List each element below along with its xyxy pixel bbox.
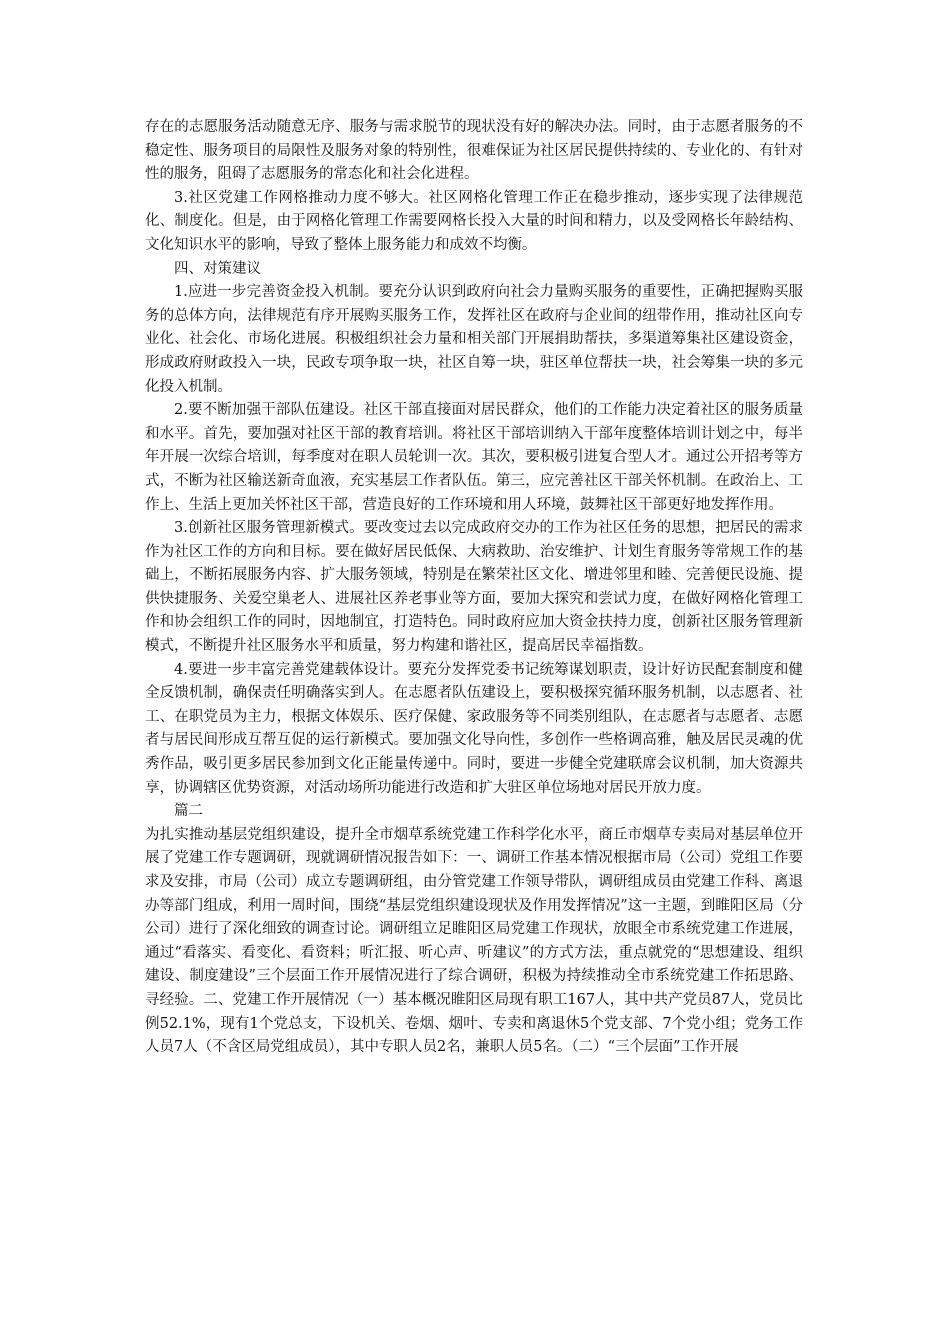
paragraph-research-report: 为扎实推动基层党组织建设，提升全市烟草系统党建工作科学化水平，商丘市烟草专卖局对基层单位开展了党建工作专题调研，现就调研情况报告如下：一、调研工作基本情况根据市局（公司）党组工作要求及安排，市局（公司）成立专题调研组，由分管党建工作领导带队，调研组成员由党建工作科、离退办等部门组成，利用一周时间，围绕“基层党组织建设现状及作用发挥情况”这一主题，到睢阳区局（分公司）进行了深化细致的调查讨论。调研组立足睢阳区局党建工作现状，放眼全市系统党建工作进展，通过“看落实、看变化、看资料；听汇报、听心声、听建议”的方式方法，重点就党的“思想建设、组织建设、制度建设”三个层面工作开展情况进行了综合调研，积极为持续推动全市系统党建工作拓思路、寻经验。二、党建工作开展情况（一）基本概况睢阳区局现有职工167人，其中共产党员87人，党员比例52.1%，现有1个党总支，下设机关、卷烟、烟叶、专卖和离退休5个党支部、7个党小组；党务工作人员7人（不含区局党组成员），其中专职人员2名，兼职人员5名。（二）“三个层面”工作开展: [145, 826, 803, 1056]
paragraph-cadre-building: 2.要不断加强干部队伍建设。社区干部直接面对居民群众，他们的工作能力决定着社区的服务质量和水平。首先，要加强对社区干部的教育培训。将社区干部培训纳入干部年度整体培训计划之中，每半年开展一次综合培训，每季度对在职人员轮训一次。其次，要积极引进复合型人才。通过公开招考等方式，不断为社区输送新奇血液，充实基层工作者队伍。第三，应完善社区干部关怀机制。在政治上、工作上、生活上更加关怀社区干部，营造良好的工作环境和用人环境，鼓舞社区干部更好地发挥作用。: [145, 402, 803, 513]
section-heading-countermeasures: 四、对策建议: [174, 260, 261, 277]
section-heading-part-two: 篇二: [174, 803, 203, 820]
paragraph-party-carrier-design: 4.要进一步丰富完善党建载体设计。要充分发挥党委书记统筹谋划职责，设计好访民配套制度和健全反馈机制，确保责任明确落实到人。在志愿者队伍建设上，要积极探究循环服务机制，以志愿者、社工、在职党员为主力，根据文体娱乐、医疗保健、家政服务等不同类别组队，在志愿者与志愿者、志愿者与居民间形成互帮互促的运行新模式。要加强文化导向性，多创作一些格调高雅，触及居民灵魂的优秀作品，吸引更多居民参加到文化正能量传递中。同时，要进一步健全党建联席会议机制，加大资源共享，协调辖区优势资源，对活动场所功能进行改造和扩大驻区单位场地对居民开放力度。: [145, 661, 803, 796]
document-page: [145, 116, 803, 1060]
paragraph-funding-mechanism: 1.应进一步完善资金投入机制。要充分认识到政府向社会力量购买服务的重要性，正确把握购买服务的总体方向，法律规范有序开展购买服务工作，发挥社区在政府与企业间的纽带作用，推动社区向专业化、社会化、市场化进展。积极组织社会力量和相关部门开展捐助帮扶，多渠道筹集社区建设资金，形成政府财政投入一块，民政专项争取一块，社区自筹一块，驻区单位帮扶一块，社会筹集一块的多元化投入机制。: [145, 284, 803, 395]
paragraph-grid-promotion: 3.社区党建工作网格推动力度不够大。社区网格化管理工作正在稳步推动，逐步实现了法律规范化、制度化。但是，由于网格化管理工作需要网格长投入大量的时间和精力，以及受网格长年龄结构、文化知识水平的影响，导致了整体上服务能力和成效不均衡。: [145, 189, 803, 253]
paragraph-volunteer-service: 存在的志愿服务活动随意无序、服务与需求脱节的现状没有好的解决办法。同时，由于志愿者服务的不稳定性、服务项目的局限性及服务对象的特别性，很难保证为社区居民提供持续的、专业化的、有针对性的服务，阻碍了志愿服务的常态化和社会化进程。: [145, 119, 803, 183]
paragraph-service-innovation: 3.创新社区服务管理新模式。要改变过去以完成政府交办的工作为社区任务的思想，把居民的需求作为社区工作的方向和目标。要在做好居民低保、大病救助、治安维护、计划生育服务等常规工作的基础上，不断拓展服务内容、扩大服务领域，特别是在繁荣社区文化、增进邻里和睦、完善便民设施、提供快捷服务、关爱空巢老人、进展社区养老事业等方面，要加大探究和尝试力度，在做好网格化管理工作和协会组织工作的同时，因地制宜，打造特色。同时政府应加大资金扶持力度，创新社区服务管理新模式，不断提升社区服务水平和质量，努力构建和谐社区，提高居民幸福指数。: [145, 520, 803, 655]
